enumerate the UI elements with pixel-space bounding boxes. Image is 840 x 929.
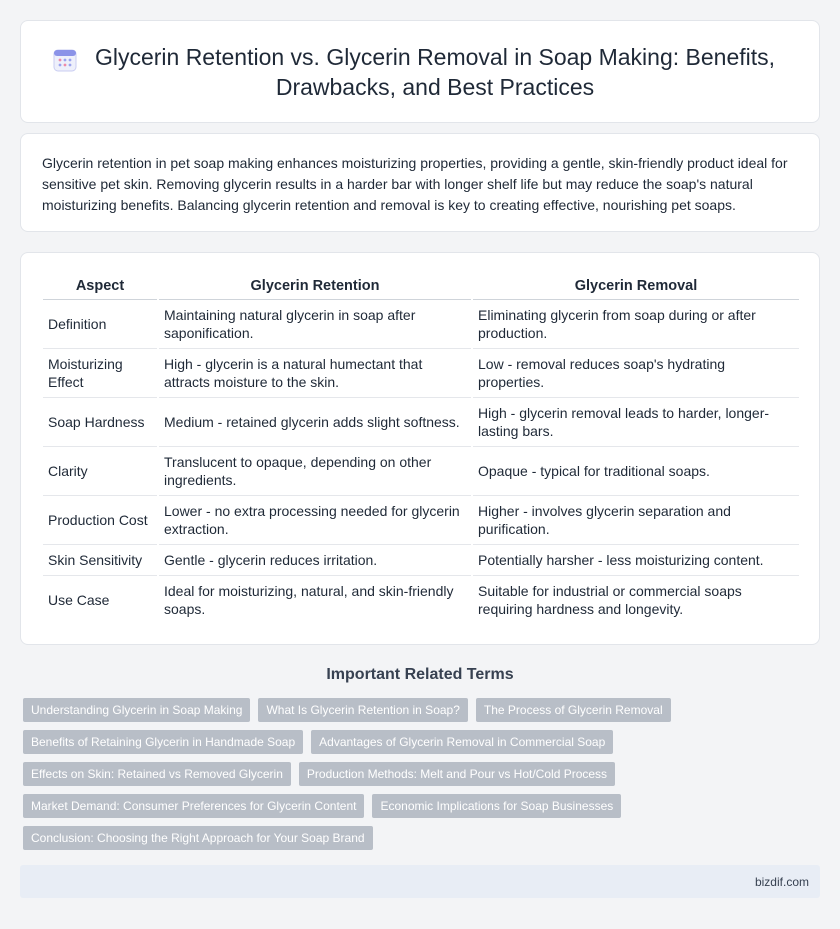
row-aspect: Use Case: [43, 575, 158, 624]
table-row: [43, 348, 799, 397]
header-card: [20, 20, 820, 123]
related-term-tag[interactable]: Economic Implications for Soap Businesses: [372, 794, 621, 818]
table-row: [43, 544, 799, 575]
related-term-tag[interactable]: What Is Glycerin Retention in Soap?: [258, 698, 467, 722]
row-retention: Lower - no extra processing needed for glycerin extraction.: [158, 495, 472, 544]
row-removal: High - glycerin removal leads to harder, longer-lasting bars.: [472, 397, 799, 446]
row-retention: Maintaining natural glycerin in soap after saponification.: [158, 299, 472, 348]
row-aspect: Soap Hardness: [43, 397, 158, 446]
table-row: [43, 495, 799, 544]
related-term-tag[interactable]: Market Demand: Consumer Preferences for Glycerin Content: [23, 794, 364, 818]
row-aspect: Clarity: [43, 446, 158, 495]
column-header-removal: Glycerin Removal: [472, 275, 799, 299]
row-retention: Gentle - glycerin reduces irritation.: [158, 544, 472, 575]
related-terms-title: Important Related Terms: [326, 666, 514, 683]
intro-card: [20, 133, 820, 232]
column-header-aspect: Aspect: [43, 275, 158, 299]
row-retention: Ideal for moisturizing, natural, and skin-friendly soaps.: [158, 575, 472, 624]
table-row: [43, 299, 799, 348]
row-retention: High - glycerin is a natural humectant that attracts moisture to the skin.: [158, 348, 472, 397]
table-row: [43, 575, 799, 624]
table-header-row: [43, 275, 799, 299]
row-retention: Translucent to opaque, depending on other ingredients.: [158, 446, 472, 495]
related-term-tag[interactable]: Conclusion: Choosing the Right Approach for Your Soap Brand: [23, 826, 373, 850]
row-removal: Suitable for industrial or commercial soaps requiring hardness and longevity.: [472, 575, 799, 624]
intro-paragraph: Glycerin retention in pet soap making enhances moisturizing properties, providing a gentle, skin-friendly product ideal for sensitive pet skin. Removing glycerin results in a harder bar with longer shelf life but may reduce the soap's natural moisturizing benefits. Balancing glycerin retention and removal is key to creating effective, nourishing pet soaps.: [42, 155, 788, 213]
related-term-tag[interactable]: Benefits of Retaining Glycerin in Handmade Soap: [23, 730, 303, 754]
table-row: [43, 397, 799, 446]
related-terms-list: [23, 698, 803, 858]
row-removal: Opaque - typical for traditional soaps.: [472, 446, 799, 495]
related-term-tag[interactable]: Understanding Glycerin in Soap Making: [23, 698, 250, 722]
footer-site-link[interactable]: bizdif.com: [754, 875, 809, 889]
row-removal: Eliminating glycerin from soap during or after production.: [472, 299, 799, 348]
row-aspect: Skin Sensitivity: [43, 544, 158, 575]
page-title: Glycerin Retention vs. Glycerin Removal in Soap Making: Benefits, Drawbacks, and Best Practices: [94, 43, 776, 100]
column-header-retention: Glycerin Retention: [158, 275, 472, 299]
related-term-tag[interactable]: Effects on Skin: Retained vs Removed Glycerin: [23, 762, 291, 786]
related-term-tag[interactable]: Production Methods: Melt and Pour vs Hot/Cold Process: [299, 762, 615, 786]
row-aspect: Definition: [43, 299, 158, 348]
footer-bar: [20, 865, 820, 898]
row-aspect: Production Cost: [43, 495, 158, 544]
row-retention: Medium - retained glycerin adds slight softness.: [158, 397, 472, 446]
table-row: [43, 446, 799, 495]
related-term-tag[interactable]: The Process of Glycerin Removal: [476, 698, 671, 722]
row-aspect: Moisturizing Effect: [43, 348, 158, 397]
related-term-tag[interactable]: Advantages of Glycerin Removal in Commercial Soap: [311, 730, 613, 754]
row-removal: Potentially harsher - less moisturizing content.: [472, 544, 799, 575]
comparison-table-card: [20, 252, 820, 645]
row-removal: Low - removal reduces soap's hydrating properties.: [472, 348, 799, 397]
row-removal: Higher - involves glycerin separation and purification.: [472, 495, 799, 544]
comparison-table: [43, 275, 799, 624]
